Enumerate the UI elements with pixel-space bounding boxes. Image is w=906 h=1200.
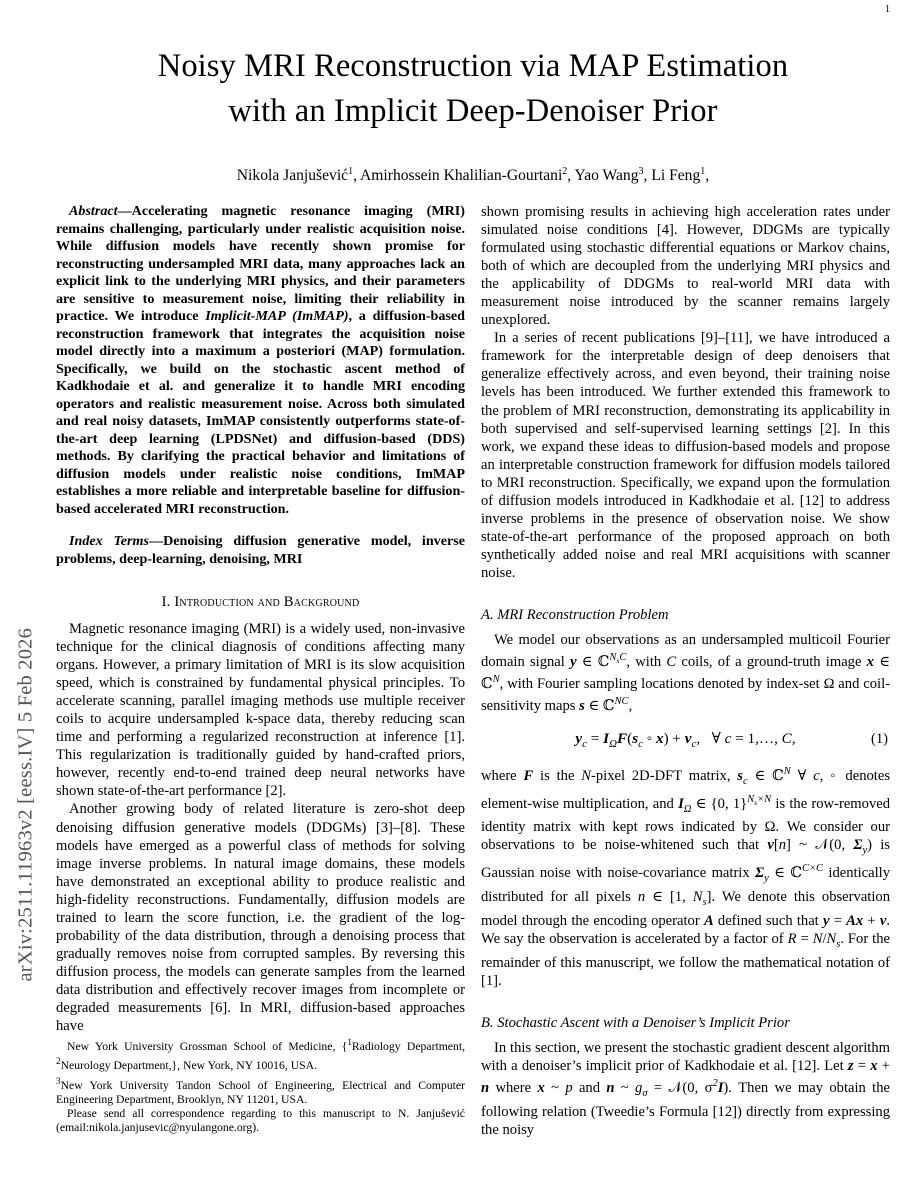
- two-column-body: [56, 203, 890, 1139]
- right-column: [481, 203, 890, 1139]
- sub-a-p2-d: , ◦ denotes element-wise multiplication, and: [481, 767, 890, 812]
- footnote-1-marker-1: 1: [347, 1037, 352, 1048]
- subsection-heading-mri-reconstruction-problem: A. MRI Reconstruction Problem: [481, 606, 669, 623]
- author-affiliation-marker-1: 1: [348, 166, 354, 177]
- author-name-1: Nikola Janjušević: [236, 167, 349, 185]
- intro-paragraph-4: In a series of recent publications [9]–[11], we have introduced a framework for the interpretable design of deep denoisers that generalize effectively across, and even beyond, their training noise levels has been introduced. We further extended this framework to the problem of MRI reconstruction, demonstrating its applicability in both supervised and self-supervised learning settings [2]. In this work, we expand these ideas to diffusion-based models and propose an interpretable construction framework for diffusion models tailored to MRI reconstruction. Specifically, we expand upon the formulation of diffusion models introduced in Kadkhodaie et al. [12] to address inverse problems in the presence of observation noise. We show state-of-the-art performance of the proposed approach on both synthetically added noise and real MRI acquisitions with scanner noise.: [481, 330, 890, 581]
- subsection-b-paragraph-1: In this section, we present the stochastic gradient descent algorithm with a denoiser’s implicit prior of Kadkhodaie et al. [12]. Let z = x + n where x ~ p and n ~ $g_\sigma$ = 𝒩(0, $\sigma^2I$). Then we may obtain the following relation (Tweedie’s Formula [12]) directly from expressing the noisy: [481, 1040, 891, 1139]
- abstract-label: Abstract: [69, 203, 118, 219]
- author-name-3: Yao Wang: [574, 167, 639, 185]
- footnote-2-marker: 3: [56, 1075, 61, 1086]
- sub-a-p2-i: . We denote this observation model through the encoding operator: [481, 889, 890, 930]
- page-title: [56, 44, 890, 134]
- footnote-2-text: New York University Tandon School of Engineering, Electrical and Computer Engineering Department, Brooklyn, NY 11201, USA.: [56, 1078, 465, 1106]
- page-number: 1: [885, 4, 890, 15]
- equation-1-body: $y_c = I_\Omega F(s_c$ ◦ $x) + \nu_c$, ∀ c = 1,…, C,: [575, 729, 796, 750]
- sub-b-p1-c: and: [572, 1080, 607, 1097]
- footnote-1-text-a: New York University Grossman School of Medicine, {: [67, 1040, 348, 1054]
- author-affiliation-marker-2: 2: [562, 166, 568, 177]
- abstract-paragraph: [56, 203, 465, 518]
- sub-a-p2-b: is the: [533, 767, 582, 784]
- sub-a-p1-f: ,: [628, 697, 633, 714]
- equation-1: [481, 729, 890, 750]
- abstract-dash: —: [117, 203, 132, 219]
- footnote-block: [56, 1035, 465, 1135]
- footnote-1-text-c: Neurology Department,}, New York, NY 10016, USA.: [60, 1059, 317, 1073]
- sub-a-p2-g: is Gaussian noise with noise-covariance matrix: [481, 837, 890, 882]
- sub-b-p1-d: . Then we may obtain the following relation (Tweedie’s Formula [12]) directly from expressing the noisy: [481, 1080, 891, 1139]
- intro-paragraph-2: Another growing body of related literature is zero-shot deep denoising diffusion generative models (DDGMs) [3]–[8]. These models have emerged as a powerful class of methods for solving image inverse problems. In natural image domains, these models have demonstrated an exceptional ability to produce realistic and high-fidelity reconstructions. Fundamentally, diffusion models are trained to learn the score function, i.e. the gradient of the log-probability of the data distribution, through a denoising process that gradually removes noise from corrupted samples. By reversing this diffusion process, the models can generate samples from the learned data distribution and effectively recover images from incomplete or degraded measurements [6]. In MRI, diffusion-based approaches have: [56, 801, 465, 1035]
- intro-paragraph-1: Magnetic resonance imaging (MRI) is a widely used, non-invasive technique for the clinical diagnosis of conditions affecting many organs. However, a primary limitation of MRI is its slow acquisition speed, which is constrained by fundamental physical principles. To accelerate scanning, parallel imaging methods use multiple receiver coils to acquire undersampled k-space data, thereby reducing scan time and performing a regularized reconstruction at inference [1]. This regularization is traditionally guided by hand-crafted priors, however, recently end-to-end trained deep neural networks have shown state-of-the-art performance [2].: [56, 621, 465, 800]
- index-terms-paragraph: [56, 533, 465, 568]
- sub-a-p2-a: where: [481, 767, 524, 784]
- sub-a-p1-c: coils, of a ground-truth image: [676, 653, 867, 670]
- page-title-line-2: with an Implicit Deep-Denoiser Prior: [228, 93, 718, 129]
- sub-a-p2-c: -pixel 2D-DFT matrix,: [591, 767, 738, 784]
- index-terms-dash: —: [148, 533, 164, 549]
- author-name-2: Amirhossein Khalilian-Gourtani: [360, 167, 563, 185]
- section-heading-introduction: I. Introduction and Background: [161, 594, 360, 610]
- footnote-1-marker-2: 2: [56, 1056, 61, 1067]
- author-affiliation-marker-4: 1: [700, 166, 706, 177]
- sub-a-p1-b: , with: [626, 653, 667, 670]
- abstract-text-part-1: Accelerating magnetic resonance imaging (MRI) remains challenging, particularly under realistic acquisition noise. While diffusion models have recently shown promise for reconstructing undersampled MRI data, many approaches lack an explicit link to the underlying MRI physics, and their parameters are sensitive to measurement noise, limiting their reliability in practice. We introduce: [56, 203, 465, 324]
- sub-a-p2-j: defined such that: [713, 913, 823, 930]
- footnote-affiliation-1: [56, 1035, 465, 1073]
- author-separator-3: ,: [643, 167, 652, 185]
- index-terms-text: Denoising diffusion generative model, inverse problems, deep-learning, denoising, MRI: [56, 533, 465, 567]
- index-terms-label: Index Terms: [69, 533, 149, 549]
- author-affiliation-marker-3: 3: [638, 166, 644, 177]
- left-column: [56, 203, 465, 1139]
- author-list: [56, 162, 890, 186]
- intro-paragraph-3: shown promising results in achieving high acceleration rates under simulated noise conditions [4]. However, DDGMs are typically formulated using stochastic differential equations or Markov chains, both of which are decoupled from the underlying MRI physics and the applicability of DDGMs to real-world MRI data with measurement noise introduced by the scanner remains largely unexplored.: [481, 204, 890, 329]
- sub-a-p2-k: . We say the observation is accelerated by a factor of: [481, 913, 891, 948]
- author-separator-4: ,: [705, 167, 710, 185]
- sub-a-p1-d: , with Fourier sampling locations denoted by index-set: [499, 675, 824, 692]
- title-block: [56, 0, 890, 186]
- footnote-correspondence: Please send all correspondence regarding to this manuscript to N. Janjušević (email:nikola.janjusevic@nyulangone.org).: [56, 1106, 465, 1135]
- subsection-heading-stochastic-ascent: B. Stochastic Ascent with a Denoiser’s Implicit Prior: [481, 1015, 790, 1032]
- author-name-4: Li Feng: [651, 167, 701, 185]
- sub-a-p2-l: . For the remainder of this manuscript, we follow the mathematical notation of [1].: [481, 931, 890, 990]
- page-title-line-1: Noisy MRI Reconstruction via MAP Estimation: [157, 48, 789, 84]
- sub-a-p2-h: identically distributed for all pixels: [481, 865, 890, 906]
- paper-page: [56, 0, 890, 1200]
- sub-b-p1-a: In this section, we present the stochastic gradient descent algorithm with a denoiser’s implicit prior of Kadkhodaie et al. [12]. Let: [481, 1040, 890, 1075]
- subsection-a-paragraph-2: where F is the N-pixel 2D-DFT matrix, $s_c$ ∈ ℂ$^N$ ∀ c, ◦ denotes element-wise multiplication, and $I_\Omega$ ∈ {0, 1}$^{N_s\times N}$ is the row-removed identity matrix with kept rows indicated by Ω. We consider our observations to be noise-whitened such that ν[n] ~ 𝒩(0, $\Sigma_y$) is Gaussian noise with noise-covariance matrix $\Sigma_y$ ∈ ℂ$^{C\times C}$ identically distributed for all pixels n ∈ [1, $N_s$]. We denote this observation model through the encoding operator A defined such that y = Ax + ν. We say the observation is accelerated by a factor of $R = N/N_s$. For the remainder of this manuscript, we follow the mathematical notation of [1].: [481, 765, 891, 990]
- footnote-1-text-b: Radiology Department,: [351, 1040, 465, 1054]
- sub-a-p2-e: is the row-removed identity matrix with kept rows indicated by: [481, 795, 891, 836]
- abstract-text-part-2: , a diffusion-based reconstruction framework that integrates the acquisition noise model directly into a maximum a posteriori (MAP) formulation. Specifically, we build on the stochastic ascent method of Kadkhodaie et al. and generalize it to handle MRI encoding operators and realistic measurement noise. Across both simulated and real noisy datasets, ImMAP consistently outperforms state-of-the-art deep learning (LPDSNet) and diffusion-based (DDS) methods. By clarifying the practical behavior and limitations of diffusion models under realistic noise conditions, ImMAP establishes a more reliable and interpretable baseline for diffusion-based accelerated MRI reconstruction.: [56, 308, 465, 517]
- footnote-affiliation-2: [56, 1074, 465, 1107]
- equation-1-number: (1): [870, 730, 888, 747]
- sub-b-p1-b: where: [489, 1080, 538, 1097]
- sub-a-p2-f: . We consider our observations to be noise-whitened such that: [481, 819, 890, 854]
- author-separator-1: ,: [353, 167, 361, 185]
- author-separator-2: ,: [567, 167, 575, 185]
- sub-a-p1-e: and coil-sensitivity maps: [481, 675, 890, 714]
- subsection-a-paragraph-1: We model our observations as an undersampled multicoil Fourier domain signal y ∈ ℂ$^{N_sC}$, with C coils, of a ground-truth image x ∈ ℂ$^N$, with Fourier sampling locations denoted by index-set Ω and coil-sensitivity maps s ∈ ℂ$^{NC}$,: [481, 631, 890, 714]
- arxiv-identifier-stamp: arXiv:2511.11963v2 [eess.IV] 5 Feb 2026: [14, 627, 37, 982]
- abstract-emphasis: Implicit-MAP (ImMAP): [205, 308, 349, 324]
- sub-a-p1-a: We model our observations as an undersampled multicoil Fourier domain signal: [481, 631, 890, 670]
